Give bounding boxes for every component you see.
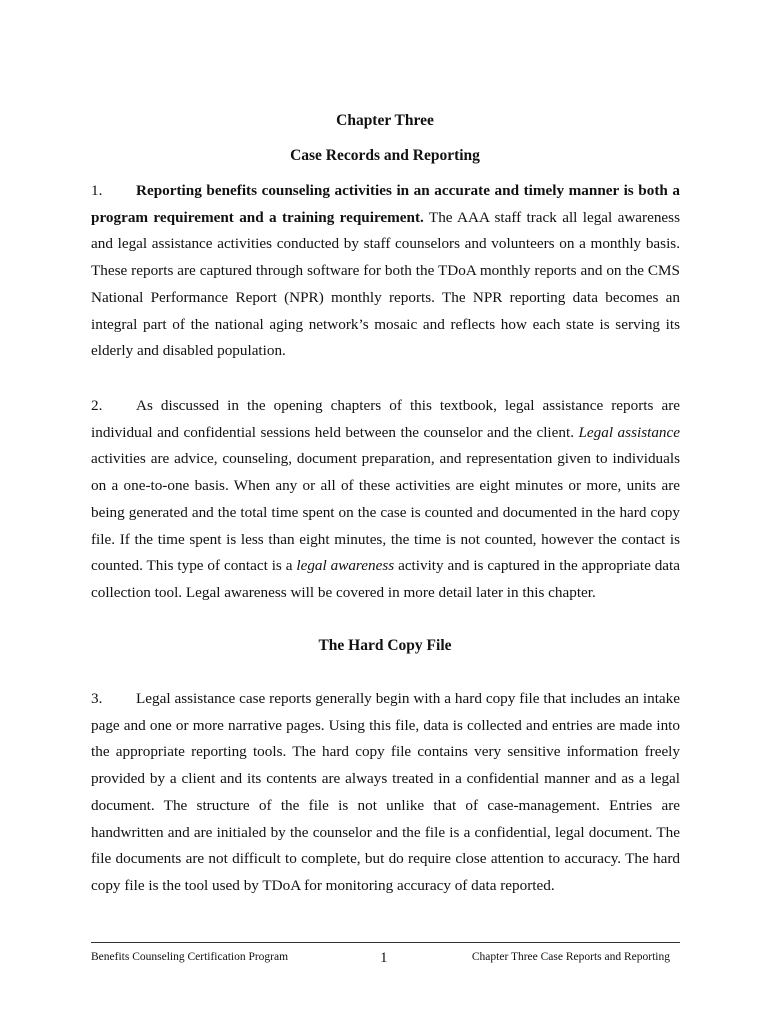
paragraph-text: As discussed in the opening chapters of this textbook, legal assistance reports are individual and confidential sessions held between the counselor and the client. [91,397,680,441]
paragraph-text: The AAA staff track all legal awareness and legal assistance activities conducted by staff counselors and volunteers on a monthly basis. These reports are captured through software for both the TDoA monthly reports and on the CMS National Performance Report (NPR) monthly reports. The NPR reporting data becomes an integral part of the national aging network’s mosaic and reflects how each state is serving its elderly and disabled population. [91,208,680,360]
paragraph-number: 1. [91,182,103,199]
paragraph-text: activities are advice, counseling, document preparation, and representation given to individuals on a one-to-one basis. When any or all of these activities are eight minutes or more, units are being generated and the total time spent on the case is counted and documented in the hard copy file. If the time spent is less than eight minutes, the time is not counted, however the contact is counted. This type of contact is a [91,450,680,575]
section-heading: The Hard Copy File [318,637,452,654]
paragraph-bold-lead: Reporting benefits counseling activities in an accurate and timely manner is both a program requirement and a training requirement. [91,182,680,226]
footer-divider [91,942,680,943]
paragraph-text: activity and is captured in the appropriate data collection tool. Legal awareness will be covered in more detail later in this chapter. [91,557,681,601]
paragraph-number: 3. [91,690,103,707]
italic-term-legal-awareness: legal awareness [296,557,395,575]
footer-chapter-name: Chapter Three Case Reports and Reporting [471,951,670,963]
italic-term-legal-assistance: Legal assistance [578,423,680,441]
footer-program-name: Benefits Counseling Certification Program [91,951,289,963]
paragraph-number: 2. [91,397,103,414]
footer-page-number: 1 [380,950,388,966]
paragraph-2 [91,393,680,607]
page-title: Case Records and Reporting [290,147,480,164]
paragraph-text: Legal assistance case reports generally begin with a hard copy file that includes an intake page and one or more narrative pages. Using this file, data is collected and entries are made into the appropriate reporting tools. The hard copy file contains very sensitive information freely provided by a client and its contents are always treated in a confidential manner and as a legal document. The structure of the file is not unlike that of case-management. Entries are handwritten and are initialed by the counselor and the file is a confidential, legal document. The file documents are not difficult to complete, but do require close attention to accuracy. The hard copy file is the tool used by TDoA for monitoring accuracy of data reported. [91,690,680,894]
paragraph-1 [91,178,680,365]
chapter-title: Chapter Three [336,112,434,129]
paragraph-3 [91,686,680,900]
